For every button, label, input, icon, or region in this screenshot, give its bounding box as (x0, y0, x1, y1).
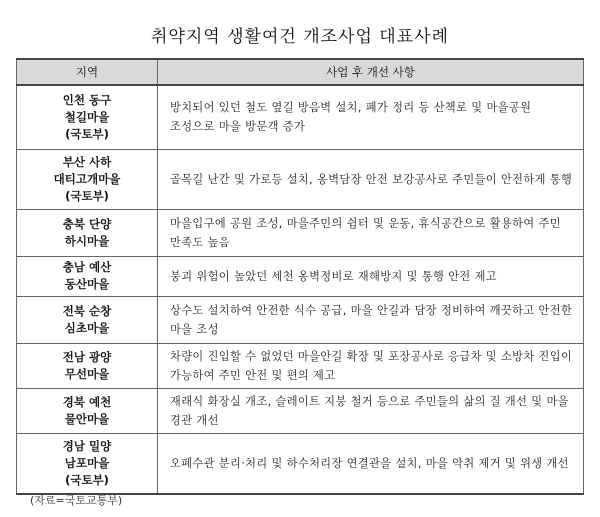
document-title: 취약지역 생활여건 개조사업 대표사례 (151, 27, 449, 47)
region-cell (17, 256, 158, 296)
table-row (17, 149, 584, 209)
region-cell (17, 388, 158, 433)
region-line: 대티고개마을 (53, 171, 121, 186)
region-line: 경북 예천 (62, 394, 112, 409)
table-row (17, 296, 584, 343)
region-line: 남포마을 (64, 455, 110, 470)
region-line: 무선마을 (64, 366, 110, 381)
description-cell: 상수도 설치하여 안전한 식수 공급, 마을 안길과 담장 정비하여 깨끗하고 안전한 마을 조성 (158, 296, 584, 343)
region-line: 인천 동구 (62, 92, 112, 107)
region-line: 심초마을 (64, 320, 110, 335)
region-cell (17, 433, 158, 494)
table-row (17, 388, 584, 433)
description-cell: 방치되어 있던 철도 옆길 방음벽 설치, 폐가 정리 등 산책로 및 마을공원 조성으로 마을 방문객 증가 (158, 85, 584, 149)
region-cell (17, 85, 158, 149)
description-cell: 차량이 진입할 수 없었던 마을안길 확장 및 포장공사로 응급차 및 소방차 진입이 가능하여 주민 안전 및 편의 제고 (158, 343, 584, 388)
header-improvement: 사업 후 개선 사항 (158, 59, 584, 85)
region-line: 경남 밀양 (62, 438, 112, 453)
description-cell: 재래식 화장실 개조, 슬레이트 지붕 철거 등으로 주민들의 삶의 질 개선 및 마을 경관 개선 (158, 388, 584, 433)
table-row (17, 433, 584, 494)
table-row (17, 343, 584, 388)
region-cell (17, 209, 158, 256)
source-note: (자료=국토교통부) (30, 494, 123, 507)
description-cell: 오폐수관 분리·처리 및 하수처리장 연결관을 설치, 마을 악취 제거 및 위생 개선 (158, 433, 584, 494)
region-line: 물안마을 (64, 411, 110, 426)
region-line: 동산마을 (64, 277, 110, 291)
region-line: 전북 순창 (62, 303, 112, 318)
region-line: 철길마을 (64, 109, 110, 124)
case-table (16, 58, 584, 495)
region-line: (국토부) (65, 472, 109, 487)
table-row (17, 85, 584, 149)
description-cell: 붕괴 위험이 높았던 세천 옹벽정비로 재해방지 및 통행 안전 제고 (158, 256, 584, 296)
region-line: 부산 사하 (62, 154, 112, 169)
region-line: 전남 광양 (62, 349, 112, 364)
region-cell (17, 343, 158, 388)
region-line: (국토부) (65, 126, 109, 141)
region-line: 하시마을 (64, 233, 110, 248)
table-row (17, 209, 584, 256)
description-cell: 골목길 난간 및 가로등 설치, 옹벽담장 안전 보강공사로 주민들이 안전하게 통행 (158, 149, 584, 209)
header-region: 지역 (17, 59, 158, 85)
region-line: 충남 예산 (62, 260, 112, 274)
region-cell (17, 149, 158, 209)
table-row (17, 256, 584, 296)
region-line: (국토부) (65, 188, 109, 203)
table-header-row (17, 59, 584, 85)
region-cell (17, 296, 158, 343)
region-line: 충북 단양 (62, 216, 112, 231)
description-cell: 마을입구에 공원 조성, 마을주민의 쉼터 및 운동, 휴식공간으로 활용하여 주민 만족도 높음 (158, 209, 584, 256)
